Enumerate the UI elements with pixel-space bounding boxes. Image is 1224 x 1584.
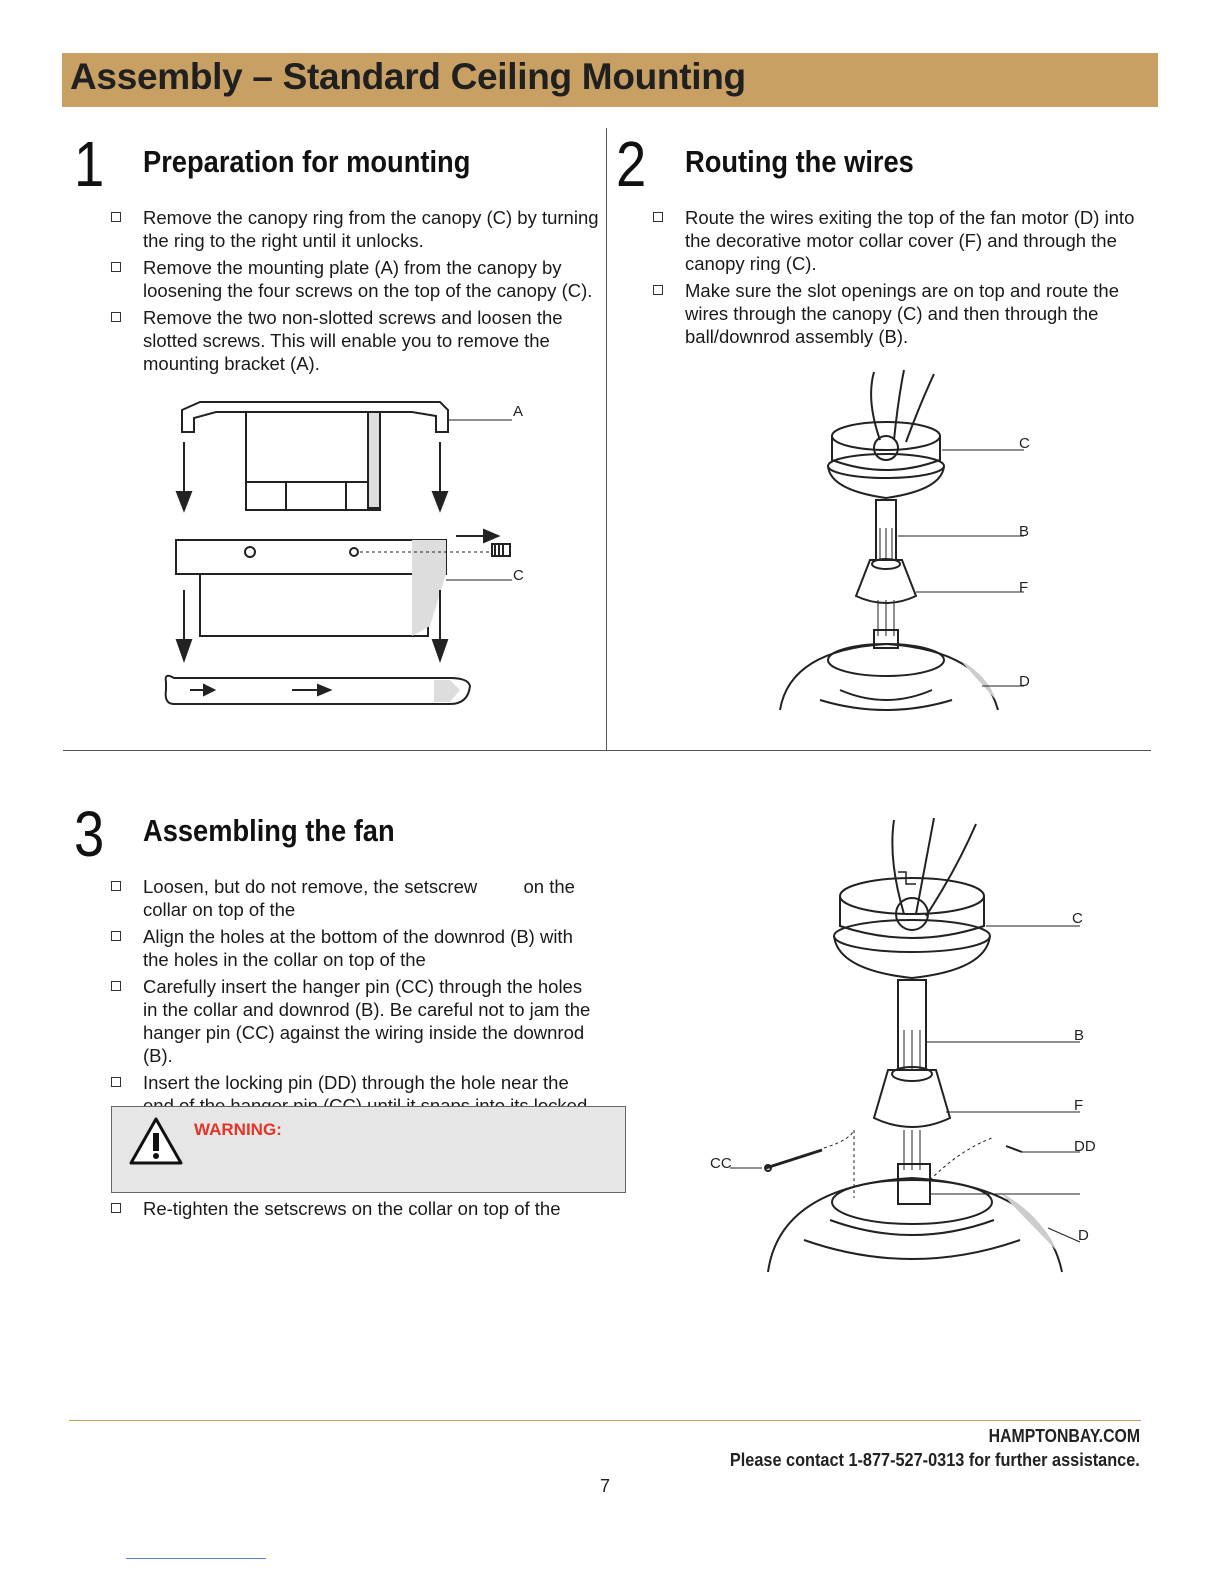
step-3-final-bullet: [111, 1197, 611, 1224]
label-c: C: [1072, 910, 1083, 927]
checkbox-square-icon: [653, 285, 663, 295]
wire-routing-diagram: [770, 360, 1060, 720]
step-2-title: Routing the wires: [685, 144, 914, 179]
label-a: A: [513, 403, 524, 420]
step-1-number: 1: [74, 128, 105, 200]
list-item: Remove the two non-slotted screws and loosen the slotted screws. This will enable you to remove the mounting bracket (A).: [111, 306, 601, 375]
step-3-number: 3: [74, 798, 105, 870]
warning-label: WARNING:: [194, 1120, 282, 1139]
step-1-bullets: [111, 206, 601, 379]
footer-website: HAMPTONBAY.COM: [988, 1426, 1140, 1446]
list-item: Remove the mounting plate (A) from the canopy by loosening the four screws on the top of the canopy (C).: [111, 256, 601, 302]
checkbox-square-icon: [111, 931, 121, 941]
checkbox-square-icon: [111, 881, 121, 891]
warning-triangle-icon: [128, 1115, 184, 1167]
checkbox-square-icon: [653, 212, 663, 222]
step-3-bullets: [111, 875, 601, 1144]
label-dd: DD: [1074, 1138, 1096, 1155]
checkbox-square-icon: [111, 981, 121, 991]
warning-box: [111, 1106, 626, 1193]
section-banner: [62, 53, 1158, 107]
checkbox-square-icon: [111, 262, 121, 272]
footer-divider: [69, 1420, 1141, 1421]
label-d: D: [1019, 673, 1030, 690]
label-d: D: [1078, 1227, 1089, 1244]
list-item: Remove the canopy ring from the canopy (C) by turning the ring to the right until it unlocks.: [111, 206, 601, 252]
footer-contact: Please contact 1-877-527-0313 for further assistance.: [730, 1449, 1140, 1470]
mounting-bracket-diagram: [150, 390, 550, 720]
list-item: Align the holes at the bottom of the downrod (B) with the holes in the collar on top of the: [111, 925, 601, 971]
column-divider: [606, 128, 607, 750]
decorative-line: [126, 1558, 266, 1559]
step-3-title: Assembling the fan: [143, 813, 395, 848]
checkbox-square-icon: [111, 1203, 121, 1213]
checkbox-square-icon: [111, 312, 121, 322]
checkbox-square-icon: [111, 1077, 121, 1087]
section-divider: [63, 750, 1151, 751]
label-cc: CC: [710, 1155, 732, 1172]
label-f: F: [1074, 1097, 1084, 1114]
list-item: Carefully insert the hanger pin (CC) through the holes in the collar and downrod (B). Be careful not to jam the hanger pin (CC) against the wiring inside the downrod (B).: [111, 975, 601, 1067]
step-1-title: Preparation for mounting: [143, 144, 471, 179]
list-item: Make sure the slot openings are on top and route the wires through the canopy (C) and then through the ball/downrod assembly (B).: [653, 279, 1143, 348]
list-item: Insert the locking pin (DD) through the hole near the: [111, 1071, 601, 1140]
step-2-number: 2: [616, 128, 647, 200]
list-item: Loosen, but do not remove, the setscrew on the collar on top of the: [111, 875, 601, 921]
checkbox-square-icon: [111, 212, 121, 222]
page-number: 7: [600, 1476, 611, 1496]
list-item: Re-tighten the setscrews on the collar on top of the: [111, 1197, 611, 1220]
list-item: Route the wires exiting the top of the fan motor (D) into the decorative motor collar cover (F) and through the canopy ring (C).: [653, 206, 1143, 275]
label-f: F: [1019, 579, 1029, 596]
label-c: C: [513, 567, 524, 584]
page-title: Assembly – Standard Ceiling Mounting: [70, 56, 746, 97]
step-2-bullets: [653, 206, 1143, 352]
label-b: B: [1019, 523, 1030, 540]
label-c: C: [1019, 435, 1030, 452]
fan-assembly-diagram: [700, 810, 1120, 1280]
label-b: B: [1074, 1027, 1085, 1044]
